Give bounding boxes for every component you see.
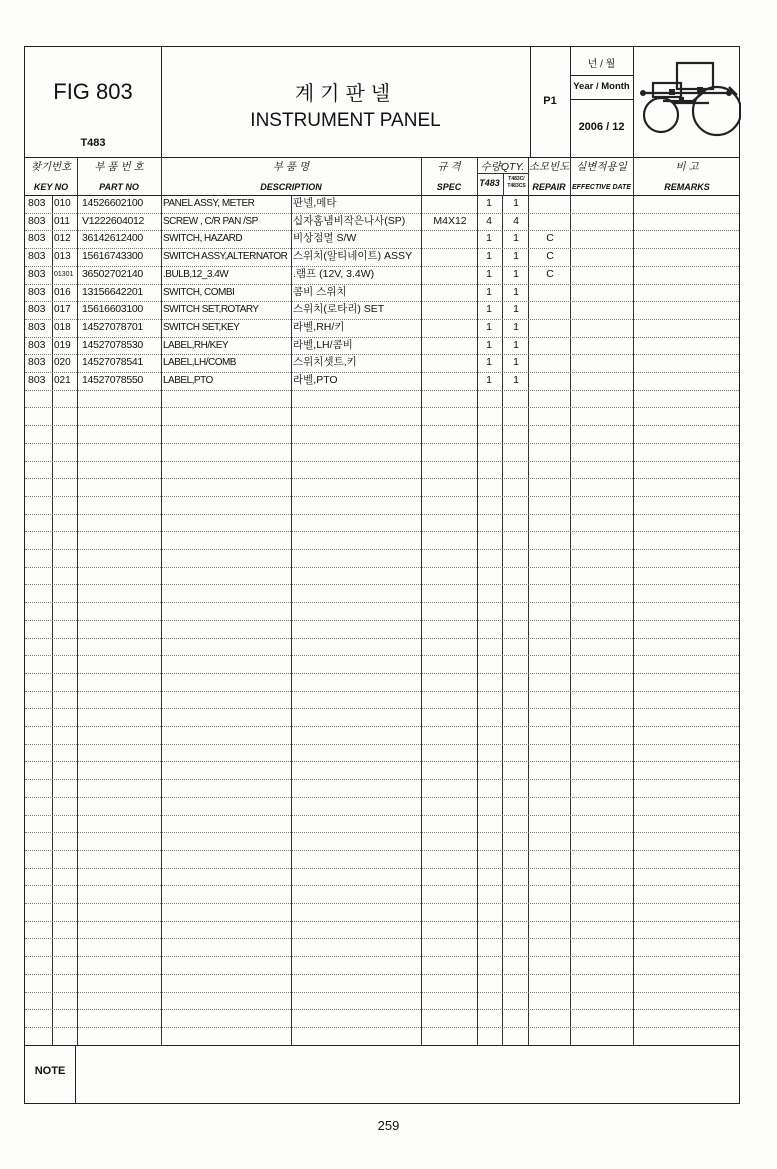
sheet-header [25,47,739,158]
row-qty-t483: 1 [486,285,492,298]
row-qty-t483: 1 [486,374,492,386]
row-fig-number: 803 [28,232,46,245]
col-key: 찾기번호 KEY NO [30,161,72,192]
col-remarks: 비 고 REMARKS [664,161,710,192]
row-part-number: 14526602100 [82,197,143,209]
table-row [25,372,739,390]
row-spec: M4X12 [433,214,467,227]
row-key-number: 013 [54,251,71,263]
row-divider [25,620,739,621]
row-fig-number: 803 [28,250,46,263]
row-key-number: 018 [54,321,71,333]
model-code: T483 [80,137,106,149]
row-divider [25,797,739,798]
row-qty-t483c: 1 [513,232,519,245]
row-description: PANEL ASSY, METER [163,198,255,209]
title-english: INSTRUMENT PANEL [250,110,441,131]
row-part-number: V1222604012 [82,214,145,227]
row-description: .BULB,12_3.4W [163,268,229,280]
row-description-korean: 라벨,LH/콤비 [293,338,353,351]
row-qty-t483: 1 [486,232,492,245]
page-title [161,47,530,157]
row-qty-t483c: 1 [513,320,519,333]
row-repair: C [546,267,554,280]
table-row [25,284,739,302]
column-headers [25,157,739,196]
row-part-number: 14527078701 [82,320,143,333]
row-key-number: 016 [54,286,71,298]
page-code-box [530,47,570,157]
row-key-number: 020 [54,357,71,369]
row-description: SWITCH, HAZARD [163,233,243,245]
table-row [25,248,739,266]
row-divider [25,974,739,975]
row-divider [25,1027,739,1028]
row-qty-t483c: 1 [513,356,519,369]
row-qty-t483: 1 [486,197,492,209]
row-description-korean: 라벨,PTO [293,374,338,386]
page-code: P1 [543,95,557,107]
row-divider [25,726,739,727]
row-divider [25,496,739,497]
row-fig-number: 803 [28,267,46,280]
row-key-number: 019 [54,339,71,351]
row-divider [25,992,739,993]
col-description: 부 품 명 DESCRIPTION [260,161,322,192]
row-qty-t483: 4 [486,214,492,227]
row-fig-number: 803 [28,197,46,209]
row-divider [25,602,739,603]
row-part-number: 15616603100 [82,303,143,316]
row-qty-t483c: 1 [513,374,519,386]
row-qty-t483c: 1 [513,338,519,351]
year-month-value: 2006 / 12 [578,121,625,133]
row-description-korean: 스위치(알티네이트) ASSY [293,250,413,263]
tractor-diagram-icon [633,47,741,157]
row-fig-number: 803 [28,338,46,351]
row-divider [25,655,739,656]
col-qty: 수량QTY. T483 T483C/ T483CS [477,157,528,195]
row-divider [25,407,739,408]
col-effective-date: 실변적용일 EFFECTIVE DATE [572,161,631,191]
row-divider [25,938,739,939]
col-repair: 소모빈도 REPAIR [528,161,570,192]
row-key-number: 017 [54,304,71,316]
parts-sheet [24,46,740,1104]
table-row [25,230,739,248]
row-fig-number: 803 [28,356,46,369]
row-description-korean: 판넬,메타 [293,197,337,209]
row-divider [25,1009,739,1010]
col-part: 부 품 번 호 PART NO [94,161,144,192]
row-key-number: 012 [54,233,71,245]
row-description-korean: 스위치셋트,키 [293,356,357,369]
row-qty-t483c: 4 [513,214,519,227]
qty-t483c-header: T483C/ T483CS [503,174,529,196]
row-repair: C [546,250,554,263]
row-key-number: 011 [54,215,70,227]
row-part-number: 36142612400 [82,232,143,245]
row-divider [25,673,739,674]
row-divider [25,461,739,462]
row-divider [25,956,739,957]
row-qty-t483c: 1 [513,197,519,209]
row-divider [25,567,739,568]
row-part-number: 14527078550 [82,374,143,386]
row-part-number: 14527078541 [82,356,143,369]
row-part-number: 14527078530 [82,338,143,351]
row-qty-t483: 1 [486,267,492,280]
row-key-number: 010 [54,198,71,209]
row-key-number: 021 [54,375,71,386]
row-divider [25,868,739,869]
row-fig-number: 803 [28,214,46,227]
row-divider [25,708,739,709]
row-divider [25,691,739,692]
note-label: NOTE [25,1046,76,1104]
row-qty-t483c: 1 [513,267,519,280]
table-row [25,266,739,284]
col-spec: 규 격 SPEC [436,161,462,192]
row-description-korean: 비상점멸 S/W [293,232,357,245]
row-fig-number: 803 [28,320,46,333]
row-divider [25,390,739,391]
row-divider [25,885,739,886]
row-description: LABEL,LH/COMB [163,357,236,369]
row-divider [25,903,739,904]
row-divider [25,921,739,922]
row-divider [25,815,739,816]
row-divider [25,744,739,745]
qty-t483-header: T483 [479,178,500,188]
row-divider [25,761,739,762]
row-part-number: 13156642201 [82,285,143,298]
table-row [25,195,739,213]
row-description-korean: 십자홈냄비작은나사(SP) [293,214,406,227]
page-number: 259 [377,1118,400,1133]
row-key-number: 01301 [54,270,74,278]
table-row [25,337,739,355]
table-row [25,301,739,319]
row-description-korean: 라벨,RH/키 [293,320,345,333]
row-description-korean: .램프 (12V, 3.4W) [293,267,375,280]
row-qty-t483: 1 [486,250,492,263]
title-korean: 계기판넬 [294,83,397,105]
row-fig-number: 803 [28,285,46,298]
row-part-number: 36502702140 [82,267,143,280]
row-description: SCREW , C/R PAN /SP [163,215,258,227]
row-fig-number: 803 [28,374,46,386]
row-description: SWITCH ASSY,ALTERNATOR [163,251,288,263]
figure-number: FIG 803 [53,79,133,104]
note-area [25,1045,739,1104]
table-row [25,354,739,372]
row-divider [25,779,739,780]
row-description: LABEL,RH/KEY [163,339,229,351]
row-divider [25,850,739,851]
year-month-korean: 년 / 월 [570,47,633,76]
row-divider [25,638,739,639]
row-qty-t483: 1 [486,338,492,351]
row-description-korean: 콤비 스위치 [293,285,347,298]
row-repair: C [546,232,554,245]
row-description-korean: 스위치(로타리) SET [293,303,385,316]
row-part-number: 15616743300 [82,250,143,263]
row-divider [25,549,739,550]
parts-table [25,195,739,1045]
row-divider [25,514,739,515]
row-description: SWITCH, COMBI [163,286,235,298]
row-qty-t483c: 1 [513,250,519,263]
row-description: SWITCH SET,KEY [163,321,240,333]
table-row [25,319,739,337]
table-row [25,213,739,231]
year-month-box [570,47,633,157]
row-divider [25,443,739,444]
row-description: SWITCH SET,ROTARY [163,304,259,316]
year-month-label: Year / Month [570,75,633,100]
row-divider [25,425,739,426]
row-qty-t483c: 1 [513,303,519,316]
row-description: LABEL,PTO [163,375,213,386]
figure-box [25,47,161,157]
row-divider [25,478,739,479]
row-divider [25,584,739,585]
row-qty-t483: 1 [486,356,492,369]
row-qty-t483: 1 [486,303,492,316]
row-divider [25,531,739,532]
row-qty-t483c: 1 [513,285,519,298]
row-divider [25,832,739,833]
row-fig-number: 803 [28,303,46,316]
row-qty-t483: 1 [486,320,492,333]
